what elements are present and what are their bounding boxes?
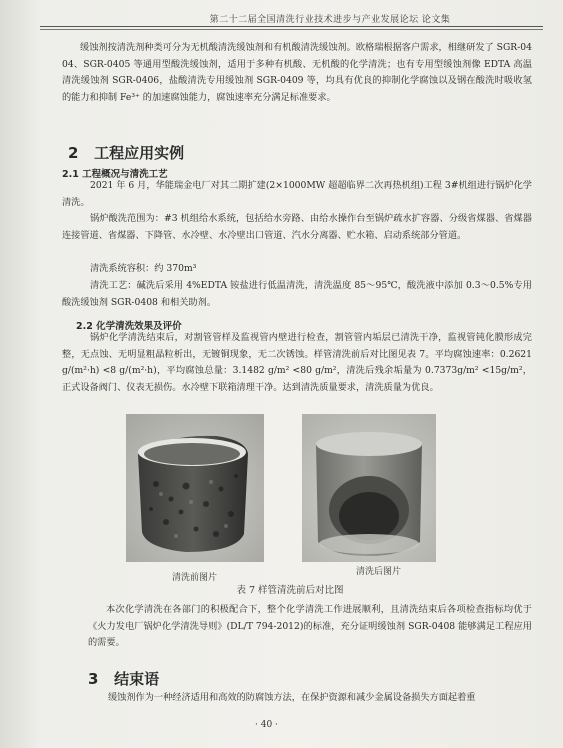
section-3-number: 3 xyxy=(88,670,99,688)
header-rule xyxy=(40,26,543,27)
section-3-title: 结束语 xyxy=(114,670,160,688)
closing-paragraph: 本次化学清洗在各部门的积极配合下，整个化学清洗工作进展顺利，且清洗结束后各项检查指标均优于《火力发电厂锅炉化学清洗导则》(DL/T 794-2012)的标准，充分证明缓蚀剂 SGR-0408 能够满足工程应用的需要。 xyxy=(88,604,532,648)
figure-title: 表 7 样管清洗前后对比图 xyxy=(236,585,344,596)
caption-after: 清洗后图片 xyxy=(356,567,402,577)
intro-paragraph: 缓蚀剂按清洗剂种类可分为无机酸清洗缓蚀剂和有机酸清洗缓蚀剂。欧格瑞根据客户需求，相继研发了 SGR-0404、SGR-0405 等通用型酸洗缓蚀剂，适用于多种有机酸、无机酸的化学清洗；也有专用型缓蚀剂像 EDTA 高温清洗缓蚀剂 SGR-0406，盐酸清洗专用缓蚀剂 SGR-0409 等，均具有优良的抑制化学腐蚀以及钢在酸洗时吸收氢的能力和抑制 Fe³⁺ 的加速腐蚀能力，腐蚀速率充分满足标准要求。 xyxy=(62,42,532,103)
subsection-2-1-p1: 2021 年 6 月，华能瑞金电厂对其二期扩建(2×1000MW 超超临界二次再热机组)工程 3#机组进行锅炉化学清洗。 xyxy=(62,180,532,208)
page-number: · 40 · xyxy=(255,720,278,730)
subsection-2-1-p3: 清洗系统容积：约 370m³ xyxy=(90,263,197,274)
subsection-2-1-p2: 锅炉酸洗范围为：#3 机组给水系统，包括给水旁路、由给水操作台至锅炉疏水扩容器、分级省煤器、省煤器连接管道、省煤器、下降管、水冷壁、水冷壁出口管道、汽水分离器、贮水箱、启动系统部分管道。 xyxy=(62,213,532,241)
section-2-heading xyxy=(68,142,184,163)
subsection-2-1-heading: 2.1 工程概况与清洗工艺 xyxy=(62,169,168,180)
subsection-2-1-p4: 清洗工艺：碱洗后采用 4%EDTA 铵盐进行低温清洗，清洗温度 85～95℃，酸洗液中添加 0.3～0.5%专用酸洗缓蚀剂 SGR-0408 和相关助剂。 xyxy=(62,280,532,308)
photo-before-cleaning xyxy=(126,414,264,562)
caption-before: 清洗前图片 xyxy=(172,573,218,583)
running-header: 第二十二届全国清洗行业技术进步与产业发展论坛 论文集 xyxy=(209,15,451,25)
section-3-p1: 缓蚀剂作为一种经济适用和高效的防腐蚀方法，在保护资源和减少金属设备损失方面起着重 xyxy=(108,692,476,703)
subsection-2-2-heading: 2.2 化学清洗效果及评价 xyxy=(76,321,182,332)
section-2-number: 2 xyxy=(68,144,79,162)
section-2-title: 工程应用实例 xyxy=(94,144,185,162)
header-rule-thin xyxy=(40,29,543,30)
subsection-2-2-p1: 锅炉化学清洗结束后，对割管管样及监视管内壁进行检查，割管管内垢层已清洗干净，监视管钝化膜形成完整，无点蚀、无明显粗晶粒析出，无镀铜现象，无二次锈蚀。样管清洗前后对比图见表 7。平均腐蚀速率：0.2621 g/(m²·h) <8 g/(m²·h)，平均腐蚀总量：3.1482 g/m² <80 g/m²，清洗后残余垢量为 0.7373g/m² <15g/m²，正式设备阀门、仪表无损伤。水冷壁下联箱清理干净。达到清洗质量要求，清洗质量为优良。 xyxy=(62,332,532,393)
photo-after-cleaning xyxy=(302,414,436,562)
section-3-heading xyxy=(88,668,159,689)
